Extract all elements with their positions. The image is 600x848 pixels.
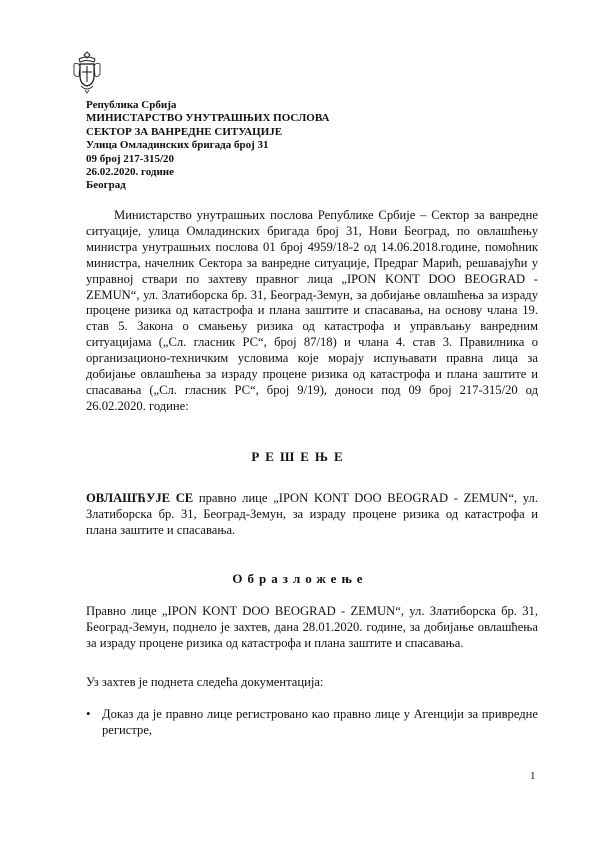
page-number: 1 bbox=[530, 770, 536, 782]
letterhead-city: Београд bbox=[86, 179, 126, 192]
letterhead bbox=[86, 99, 329, 193]
documents-list bbox=[86, 707, 538, 739]
reasoning-paragraph: Правно лице „IPON KONT DOO BEOGRAD - ZEMUN“, ул. Златиборска бр. 31, Београд-Земун, поднело је захтев, дана 28.01.2020. године, за добијање овлашћења за израду процене ризика од катастрофа и плана заштите и спасавања. bbox=[86, 604, 538, 650]
list-item bbox=[86, 707, 538, 739]
decision-paragraph bbox=[86, 491, 538, 539]
documents-intro: Уз захтев је поднета следећа документација: bbox=[86, 675, 324, 689]
letterhead-sector: СЕКТОР ЗА ВАНРЕДНЕ СИТУАЦИЈЕ bbox=[86, 125, 283, 138]
letterhead-country: Република Србија bbox=[86, 99, 177, 111]
coat-of-arms-icon bbox=[72, 50, 102, 94]
reasoning-title: Образложење bbox=[232, 571, 368, 586]
letterhead-date: 26.02.2020. године bbox=[86, 166, 175, 179]
letterhead-address: Улица Омладинских бригада број 31 bbox=[86, 139, 269, 152]
letterhead-ministry: МИНИСТАРСТВО УНУТРАШЊИХ ПОСЛОВА bbox=[86, 112, 330, 125]
list-item-text: Доказ да је правно лице регистровано као правно лице у Агенцији за привредне регистре, bbox=[102, 707, 538, 737]
decision-title: РЕШЕЊЕ bbox=[251, 449, 349, 464]
letterhead-reference-number: 09 број 217-315/20 bbox=[86, 152, 174, 165]
intro-paragraph: Министарство унутрашњих послова Републике Србије – Сектор за ванредне ситуације, улица Омладинских бригада број 31, Нови Београд, по овлашћењу министра унутрашњих послова 01 број 4959/18-2 од 14.06.2018.године, помоћник министра, начелник Сектора за ванредне ситуације, Предраг Марић, решавајући у управној ствари по захтеву правног лица „IPON KONT DOO BEOGRAD - ZEMUN“, ул. Златиборска бр. 31, Београд-Земун, за добијање овлашћења за израду процене ризика од катастрофа и плана заштите и спасавања, на основу члана 19. став 5. Закона о смањењу ризика од катастрофа и управљању ванредним ситуацијама („Сл. гласник РС“, број 87/18) и члана 4. став 3. Правилника о организационо-техничким условима које морају испуњавати правна лица за добијање овлашћења за израду процене ризика од катастрофа и плана заштите и спасавања („Сл. гласник РС“, број 9/19), доноси под 09 број 217-315/20 од 26.02.2020. године: bbox=[86, 208, 538, 413]
decision-lead: ОВЛАШЋУЈЕ СЕ bbox=[86, 491, 194, 505]
decision-text: правно лице „IPON KONT DOO BEOGRAD - ZEMUN“, ул. Златиборска бр. 31, Београд-Земун, за израду процене ризика од катастрофа и плана заштите и спасавања. bbox=[86, 491, 538, 537]
bullet-icon: • bbox=[86, 707, 91, 721]
